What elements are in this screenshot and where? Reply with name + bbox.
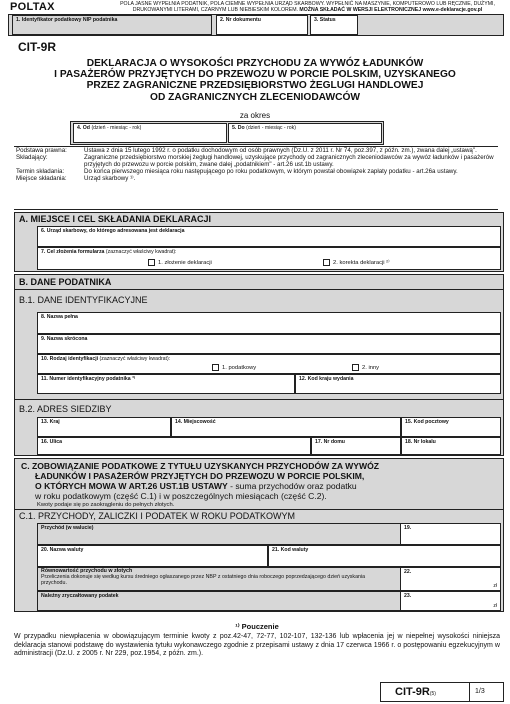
pln-equivalent-row: Równowartość przychodu w złotych Przeliczenia dokonuje się według kursu średniego ogłaszanego przez NBP z ostatniego dnia roboczego poprzedzającego dzień uzyskania przychodu. 22. zł [37,567,501,591]
section-c: C. ZOBOWIĄZANIE PODATKOWE Z TYTUŁU UZYSKANYCH PRZYCHODÓW ZA WYWÓZ ŁADUNKÓW I PASAŻERÓW PRZYJĘTYCH DO PRZEWOZU W PORCIE POLSKIM, O KTÓRYCH MOWA W ART.26 UST.1B USTAWY - suma przychodów oraz podatku w roku podatkowym (część C.1) i w poszczególnych miesiącach (część C.2). Kwoty podaje się po zaokrągleniu do pełnych złotych. C.1. PRZYCHODY, ZALICZKI I PODATEK W ROKU PODATKOWYM Przychód (w walucie) 19. 20. Nazwa waluty 21. Kod waluty Równowartość przychodu w złotych Przeliczenia dokonuje się według kursu średniego ogłaszanego przez NBP z ostatniego dnia roboczego poprzedzającego dzień uzyskania przychodu. 22. zł Należny zryczałtowany podatek 23. zł [14,458,504,612]
house-number-field[interactable]: 17. Nr domu [311,437,401,455]
status-field[interactable]: 3. Status [310,15,358,35]
country-field[interactable]: 13. Kraj [37,417,171,437]
section-a: A. MIEJSCE I CEL SKŁADANIA DEKLARACJI 6. Urząd skarbowy, do którego adresowana jest deklaracja 7. Cel złożenia formularza (zaznaczyć właściwy kwadrat): 1. złożenie deklaracji 2. korekta deklaracji ²⁾ [14,212,504,272]
tax-office-field[interactable]: 6. Urząd skarbowy, do którego adresowana jest deklaracja [37,226,501,247]
nip-field[interactable]: 1. Identyfikator podatkowy NIP podatnika [12,15,212,35]
rounding-note: Kwoty podaje się po zaokrągleniu do pełnych złotych. [37,502,175,508]
country-code-field[interactable]: 12. Kod kraju wydania [295,374,501,394]
legal-basis-row: Podstawa prawna: Ustawa z dnia 15 lutego 1992 r. o podatku dochodowym od osób prawnych (Dz.U. z 2011 r. Nr 74, poz.397, z późn. zm.), zwana dalej „ustawą". [16,147,477,154]
identification-type-field: 10. Rodzaj identyfikacji (zaznaczyć właściwy kwadrat): 1. podatkowy 2. inny [37,354,501,374]
instruction-block [14,622,500,659]
tax-due-field[interactable]: 23. zł [400,591,501,611]
tax-id-checkbox[interactable] [212,364,219,371]
period-subtitle: za okres [239,111,271,120]
option-correction[interactable]: 2. korekta deklaracji ²⁾ [323,259,390,266]
footer-form-code: CIT-9R [395,686,430,698]
option-other-id[interactable]: 2. inny [352,364,379,371]
option-tax-id[interactable]: 1. podatkowy [212,364,256,371]
city-field[interactable]: 14. Miejscowość [171,417,401,437]
purpose-field: 7. Cel złożenia formularza (zaznaczyć właściwy kwadrat): 1. złożenie deklaracji 2. korekta deklaracji ²⁾ [37,247,501,270]
form-title: DEKLARACJA O WYSOKOŚCI PRZYCHODU ZA WYWÓZ ŁADUNKÓW I PASAŻERÓW PRZYJĘTYCH DO PRZEWOZU W PORCIE POLSKIM, UZYSKANEGO PRZEZ ZAGRANICZNE PRZEDSIĘBIORSTWO ŻEGLUGI HANDLOWEJ OD ZAGRANICZNYCH ZLECENIODAWCÓW [54,58,456,103]
period-to-field[interactable]: 5. Do (dzień - miesiąc - rok) [228,123,382,143]
other-id-checkbox[interactable] [352,364,359,371]
footer-version: (5) [429,691,436,697]
full-name-field[interactable]: 8. Nazwa pełna [37,312,501,334]
currency-name-field[interactable]: 20. Nazwa waluty [37,545,268,567]
place-row: Miejsce składania: Urząd skarbowy ¹⁾. [16,175,136,182]
instruction-text: W przypadku niewpłacenia w obowiązującym terminie kwoty z poz.42-47, 72-77, 102-107, 132-136 lub wpłacenia jej w niepełnej wysokości niniejsza deklaracja stanowi podstawę do wystawienia tytułu wykonawczego zgodnie z przepisami ustawy z dnia 17 czerwca 1966 r. o postępowaniu egzekucyjnym w administracji (Dz.U. z 2005 r. Nr 229, poz.1954, z późn. zm.). [14,633,500,658]
tax-due-row: Należny zryczałtowany podatek 23. zł [37,591,501,611]
page-number: 1/3 [475,688,485,695]
period-from-field[interactable]: 4. Od (dzień - miesiąc - rok) [73,123,227,143]
filer-row: Składający: Zagraniczne przedsiębiorstwo morskiej żeglugi handlowej, uzyskujące przychody od zagranicznych zleceniodawców za wywóz ładunków i pasażerów przyjętych do przewozu w porcie polskim, zwane dalej „podatnikiem" - art.26 ust.1b ustawy. [16,154,494,168]
street-field[interactable]: 16. Ulica [37,437,311,455]
section-b: B. DANE PODATNIKA B.1. DANE IDENTYFIKACYJNE 8. Nazwa pełna 9. Nazwa skrócona 10. Rodzaj identyfikacji (zaznaczyć właściwy kwadrat): 1. podatkowy 2. inny 11. Numer identyfikacyjny podatnika ³⁾ 12. Kod kraju wydania B.2. ADRES SIEDZIBY 13. Kraj 14. Miejscowość 15. Kod pocztowy 16. Ulica 17. Nr domu 18. Nr lokalu [14,274,504,456]
postal-code-field[interactable]: 15. Kod pocztowy [401,417,501,437]
pln-equivalent-field[interactable]: 22. zł [400,567,501,591]
instruction-title: ¹⁾ Pouczenie [235,622,279,631]
legal-info [14,146,498,210]
correction-checkbox[interactable] [323,259,330,266]
revenue-row: Przychód (w walucie) 19. [37,523,501,545]
id-number-field[interactable]: 11. Numer identyfikacyjny podatnika ³⁾ [37,374,295,394]
short-name-field[interactable]: 9. Nazwa skrócona [37,334,501,354]
section-c-title: C. ZOBOWIĄZANIE PODATKOWE Z TYTUŁU UZYSKANYCH PRZYCHODÓW ZA WYWÓZ ŁADUNKÓW I PASAŻERÓW PRZYJĘTYCH DO PRZEWOZU W PORCIE POLSKIM, O KTÓRYCH MOWA W ART.26 UST.1B USTAWY - suma przychodów oraz podatku w roku podatkowym (część C.1) i w poszczególnych miesiącach (część C.2). [21,461,380,501]
revenue-amount-field[interactable]: 19. [400,523,501,545]
deadline-row: Termin składania: Do końca pierwszego miesiąca roku następującego po roku podatkowym, w którym powstał obowiązek zapłaty podatku - art.26a ustawy. [16,168,458,175]
footer-code-box [380,682,504,702]
header-instructions: POLA JASNE WYPEŁNIA PODATNIK, POLA CIEMNE WYPEŁNIA URZĄD SKARBOWY. WYPEŁNIĆ NA MASZYNIE, KOMPUTEROWO LUB RĘCZNIE, DUŻYMI, DRUKOWANYMI LITERAMI, CZARNYM LUB NIEBIESKIM KOLOREM. MOŻNA SKŁADAĆ W WERSJI ELEKTRONICZNEJ www.e-deklaracje.gov.pl [120,1,495,13]
form-code: CIT-9R [18,40,57,54]
submission-checkbox[interactable] [148,259,155,266]
currency-code-field[interactable]: 21. Kod waluty [268,545,501,567]
option-submission[interactable]: 1. złożenie deklaracji [148,259,212,266]
document-number-field[interactable]: 2. Nr dokumentu [216,15,308,35]
poltax-logo: POLTAX [10,1,55,13]
apartment-number-field[interactable]: 18. Nr lokalu [401,437,501,455]
